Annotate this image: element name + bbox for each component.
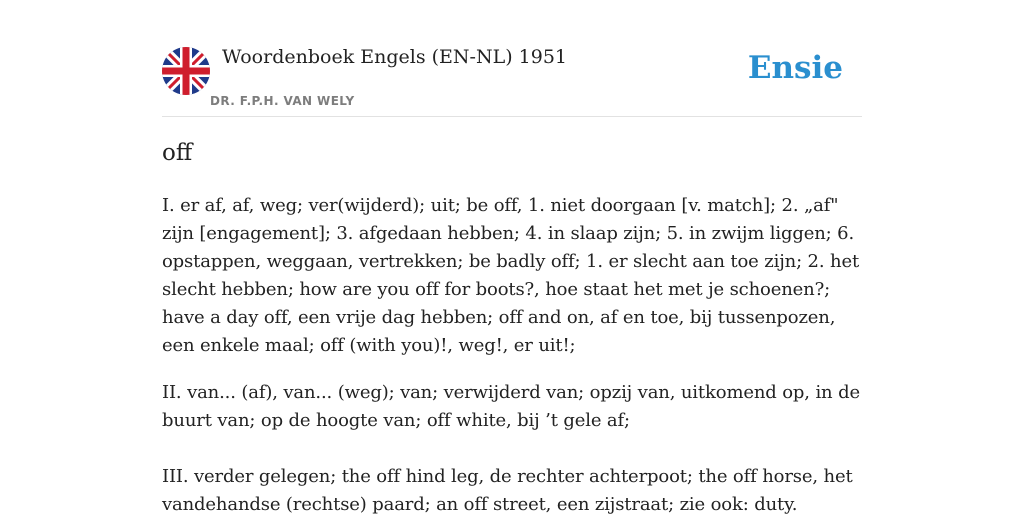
dictionary-title: Woordenboek Engels (EN-NL) 1951 (222, 46, 567, 68)
definition-paragraph-1: I. er af, af, weg; ver(wijderd); uit; be off, 1. niet doorgaan [v. match]; 2. „af" zijn [engagement]; 3. afgedaan hebben; 4. in slaap zijn; 5. in zwijm liggen; 6. opstappen, weggaan, vertrekken; be badly off; 1. er slecht aan toe zijn; 2. het slecht hebben; how are you off for boots?, hoe staat het met je schoenen?; have a day off, een vrije dag hebben; off and on, af en toe, bij tussenpozen, een enkele maal; off (with you)!, weg!, er uit!; (162, 195, 860, 356)
ensie-logo-link[interactable]: Ensie (747, 50, 843, 86)
dictionary-header (162, 44, 862, 117)
definition-paragraph-3: III. verder gelegen; the off hind leg, de rechter achterpoot; the off horse, het vandehandse (rechtse) paard; an off street, een zijstraat; zie ook: duty. (162, 466, 853, 515)
united-kingdom-flag-icon (162, 47, 210, 95)
entry-definition (162, 192, 862, 519)
entry-term: off (162, 140, 193, 166)
dictionary-author: DR. F.P.H. VAN WELY (210, 94, 355, 108)
definition-paragraph-2: II. van... (af), van... (weg); van; verwijderd van; opzij van, uitkomend op, in de buurt van; op de hoogte van; off white, bij ’t gele af; (162, 382, 860, 431)
